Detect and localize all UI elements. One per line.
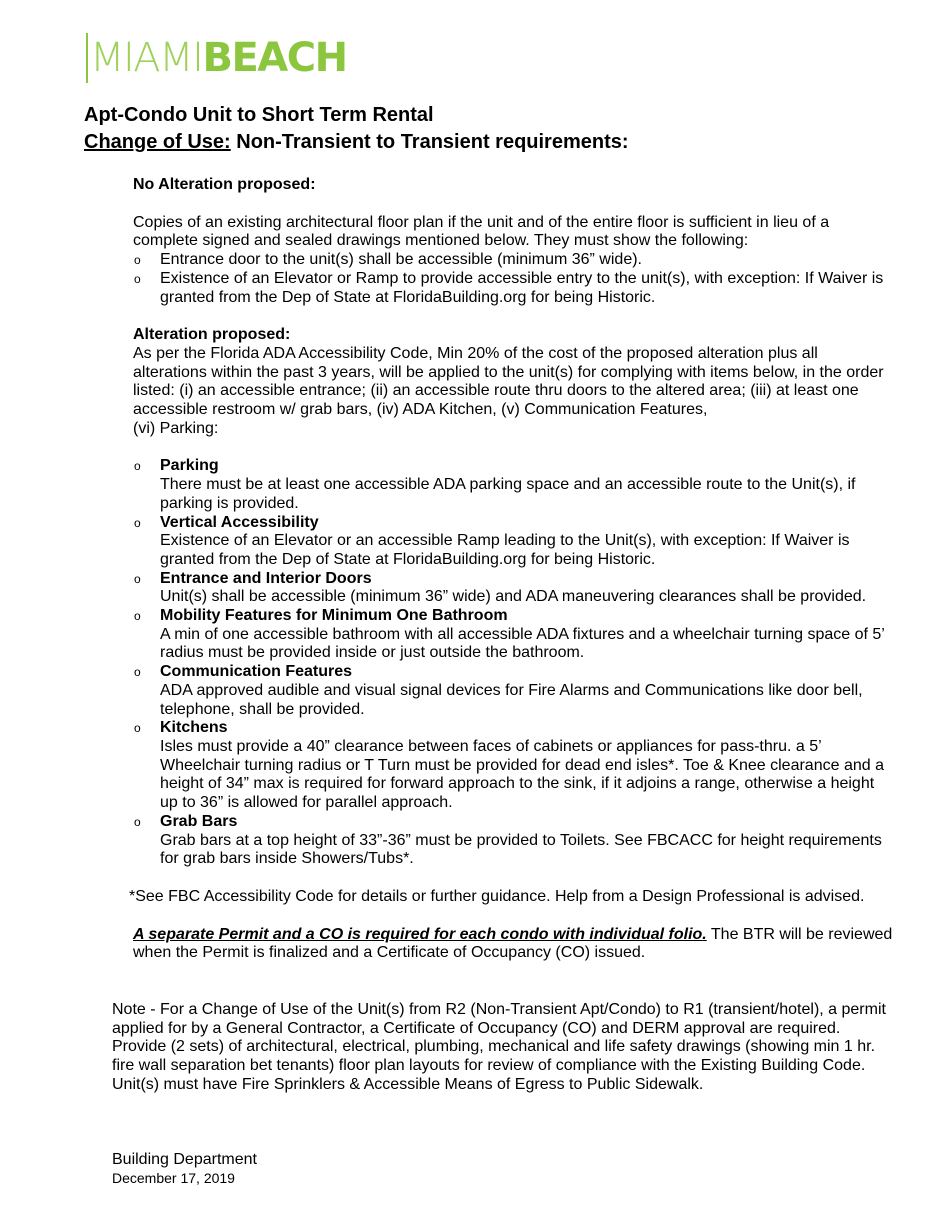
footer-date: December 17, 2019 [112, 1170, 235, 1186]
document-title: Apt-Condo Unit to Short Term Rental [84, 104, 434, 126]
logo-part-beach: BEACH [202, 35, 347, 81]
list-item [133, 813, 893, 869]
item-text: A min of one accessible bathroom with all accessible ADA fixtures and a wheelchair turning space of 5’ radius must be provided inside or just outside the bathroom. [160, 625, 885, 662]
item-text: Isles must provide a 40” clearance between faces of cabinets or appliances for pass-thru. a 5’ Wheelchair turning radius or T Turn must be provided for dead end isles*. Toe & Knee clearance and a height of 34” max is required for forward approach to the sink, if it adjoins a range, otherwise a height up to 36” is allowed for parallel approach. [160, 737, 884, 812]
list-item: o Existence of an Elevator or Ramp to provide accessible entry to the unit(s), with exception: If Waiver is granted from the Dep of State at FloridaBuilding.org for being Historic. [133, 270, 893, 307]
list-item: o Entrance door to the unit(s) shall be accessible (minimum 36” wide). [133, 251, 893, 270]
item-title: o Vertical Accessibility [160, 513, 319, 531]
item-text: There must be at least one accessible ADA parking space and an accessible route to the Unit(s), if parking is provided. [160, 476, 856, 512]
alteration-heading: Alteration proposed: [133, 326, 291, 344]
logo-part-miami: MIAMI [90, 35, 203, 81]
item-title: o Kitchens [160, 719, 228, 737]
miami-beach-logo [86, 32, 347, 84]
list-item [133, 457, 893, 513]
no-alteration-list [133, 251, 893, 307]
permit-emphasis: A separate Permit and a CO is required for each condo with individual folio [133, 925, 703, 943]
no-alteration-heading: No Alteration proposed: [133, 176, 316, 193]
item-title: o Communication Features [160, 663, 353, 681]
document-subtitle [84, 131, 629, 154]
alteration-paragraph: As per the Florida ADA Accessibility Code, Min 20% of the cost of the proposed alteration plus all alterations within the past 3 years, will be applied to the unit(s) for complying with items below, in the order listed: (i) an accessible entrance; (ii) an accessible route thru doors to the altered area; (iii) at least one accessible restroom w/ grab bars, (iv) ADA Kitchen, (v) Communication Features, [133, 344, 884, 419]
note-paragraph: Note - For a Change of Use of the Unit(s) from R2 (Non-Transient Apt/Condo) to R1 (transient/hotel), a permit applied for by a General Contractor, a Certificate of Occupancy (CO) and DERM approval are required. Provide (2 sets) of architectural, electrical, plumbing, mechanical and life safety drawings (showing min 1 hr. fire wall separation bet tenants) floor plan layouts for review of compliance with the Existing Building Code. Unit(s) must have Fire Sprinklers & Accessible Means of Egress to Public Sidewalk. [112, 1001, 886, 1093]
alteration-items [133, 457, 893, 868]
item-text: Existence of an Elevator or an accessible Ramp leading to the Unit(s), with exception: If Waiver is granted from the Dep of State at FloridaBuilding.org for being Historic. [160, 532, 850, 568]
permit-punct: . [702, 925, 707, 943]
alteration-paragraph-last: (vi) Parking: [133, 419, 219, 437]
footnote: *See FBC Accessibility Code for details or further guidance. Help from a Design Professional is advised. [129, 887, 865, 905]
no-alteration-paragraph: Copies of an existing architectural floor plan if the unit and of the entire floor is sufficient in lieu of a complete signed and sealed drawings mentioned below. They must show the following: [133, 213, 830, 250]
item-title: o Grab Bars [160, 812, 238, 830]
list-item [133, 607, 893, 663]
list-item [133, 663, 893, 719]
permit-paragraph [133, 926, 893, 963]
logo-bar [86, 33, 88, 83]
item-text: Grab bars at a top height of 33”-36” must be provided to Toilets. See FBCACC for height requirements for grab bars inside Showers/Tubs*. [160, 831, 882, 868]
logo-text [90, 33, 347, 83]
footer [112, 1150, 257, 1188]
subtitle-underlined: Change of Use: [84, 131, 231, 153]
item-text: Unit(s) shall be accessible (minimum 36” wide) and ADA maneuvering clearances shall be provided. [160, 588, 867, 606]
list-item [133, 719, 893, 813]
item-title: o Parking [160, 457, 219, 475]
item-title: o Mobility Features for Minimum One Bathroom [160, 607, 508, 625]
item-title: o Entrance and Interior Doors [160, 569, 372, 587]
footer-department: Building Department [112, 1151, 257, 1168]
document-body [129, 176, 893, 963]
permit-rest: The BTR will be reviewed when the Permit is finalized and a Certificate of Occupancy (CO) issued. [133, 925, 893, 962]
list-item [133, 514, 893, 570]
item-text: ADA approved audible and visual signal devices for Fire Alarms and Communications like door bell, telephone, shall be provided. [160, 681, 863, 718]
list-item [133, 570, 893, 607]
subtitle-rest: Non-Transient to Transient requirements: [230, 131, 629, 153]
